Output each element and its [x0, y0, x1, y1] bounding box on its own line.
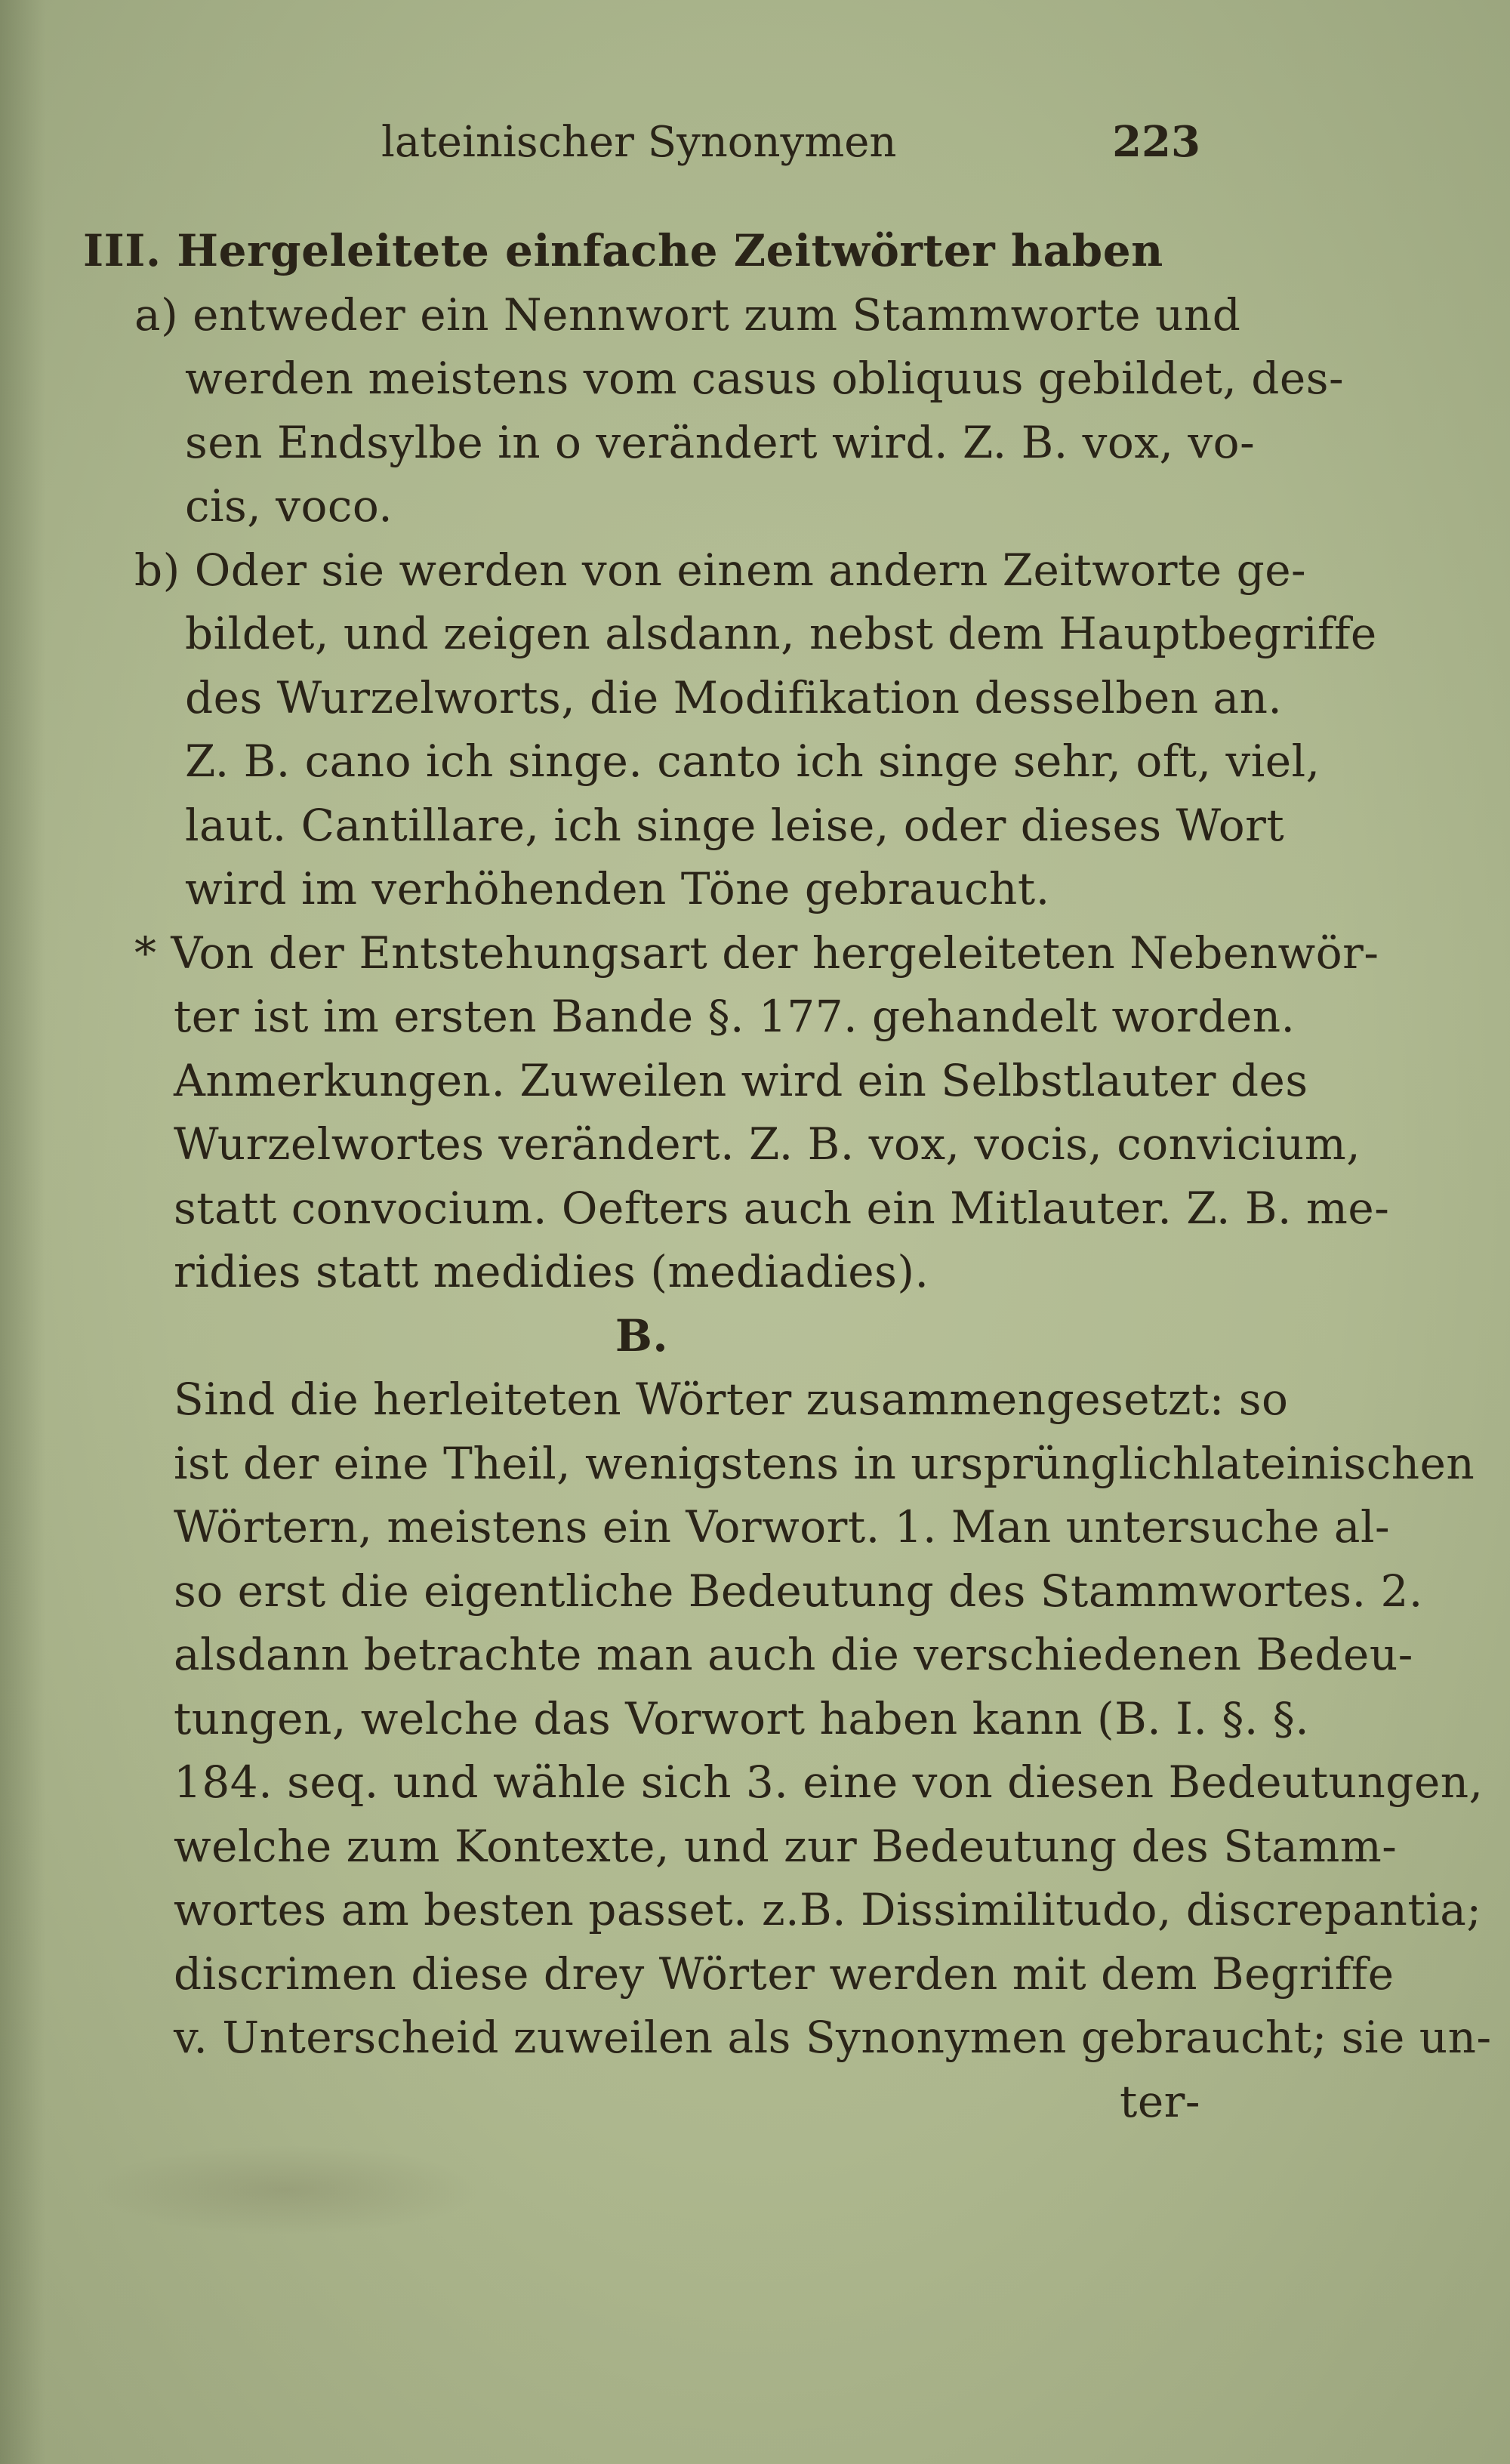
text-line: laut. Cantillare, ich singe leise, oder dieses Wort — [185, 799, 1285, 851]
text-line: werden meistens vom casus obliquus gebildet, des- — [185, 353, 1345, 404]
text-line: ter ist im ersten Bande §. 177. gehandelt worden. — [174, 991, 1296, 1042]
body-text — [83, 219, 1492, 2133]
page-number: 223 — [1112, 117, 1200, 167]
section-heading: B. — [615, 1309, 669, 1362]
text-line: Anmerkungen. Zuweilen wird ein Selbstlauter des — [174, 1054, 1308, 1106]
text-line: welche zum Kontexte, und zur Bedeutung des Stamm- — [174, 1820, 1398, 1872]
text-line: v. Unterscheid zuweilen als Synonymen gebraucht; sie un- — [174, 2012, 1492, 2063]
text-line: a) entweder ein Nennwort zum Stammworte und — [134, 288, 1241, 341]
text-line: des Wurzelworts, die Modifikation desselben an. — [185, 671, 1283, 723]
text-line: ist der eine Theil, wenigstens in ursprünglichlateinischen — [174, 1437, 1475, 1489]
text-line: Wurzelwortes verändert. Z. B. vox, vocis, convicium, — [174, 1118, 1361, 1170]
text-line: bildet, und zeigen alsdann, nebst dem Hauptbegriffe — [185, 608, 1377, 659]
text-line: wird im verhöhenden Töne gebraucht. — [185, 863, 1050, 914]
text-line: cis, voco. — [185, 480, 393, 532]
running-title: lateinischer Synonymen — [381, 118, 897, 167]
text-line: alsdann betrachte man auch die verschiedenen Bedeu- — [174, 1629, 1413, 1680]
text-line: Z. B. cano ich singe. canto ich singe sehr, oft, viel, — [185, 735, 1320, 787]
running-header — [381, 117, 1200, 177]
text-line: * Von der Entstehungsart der hergeleiteten Nebenwör- — [134, 927, 1379, 979]
text-line: tungen, welche das Vorwort haben kann (B. I. §. §. — [174, 1692, 1310, 1744]
page-edge-shadow — [0, 0, 45, 2464]
text-line: discrimen diese drey Wörter werden mit dem Begriffe — [174, 1947, 1394, 2000]
text-line: III. Hergeleitete einfache Zeitwörter haben — [83, 225, 1163, 276]
text-line: Sind die herleiteten Wörter zusammengesetzt: so — [174, 1374, 1289, 1425]
text-line: ridies statt medidies (mediadies). — [174, 1246, 929, 1297]
text-line: sen Endsylbe in o verändert wird. Z. B. vox, vo- — [185, 416, 1256, 468]
text-line: statt convocium. Oefters auch ein Mitlauter. Z. B. me- — [174, 1182, 1390, 1234]
text-line: so erst die eigentliche Bedeutung des Stammwortes. 2. — [174, 1565, 1423, 1617]
text-line: 184. seq. und wähle sich 3. eine von diesen Bedeutungen, — [174, 1756, 1484, 1808]
bleed-through-smudge — [91, 2145, 483, 2235]
text-line: b) Oder sie werden von einem andern Zeitworte ge- — [134, 544, 1307, 596]
catchword: ter- — [1120, 2075, 1200, 2127]
text-line: wortes am besten passet. z.B. Dissimilitudo, discrepantia; — [174, 1884, 1482, 1935]
text-line: Wörtern, meistens ein Vorwort. 1. Man untersuche al- — [174, 1501, 1391, 1553]
